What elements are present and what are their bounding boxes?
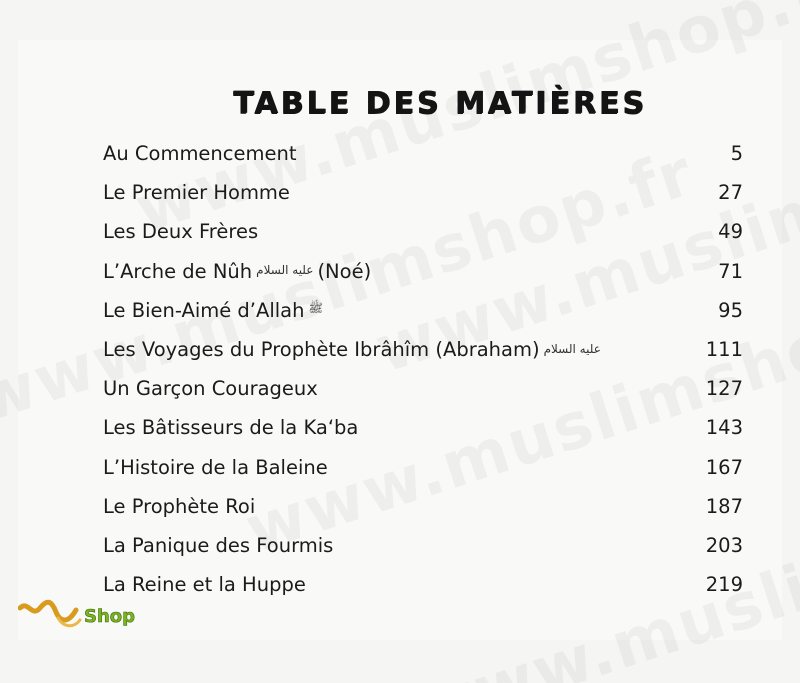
toc-entry-label-group (103, 299, 327, 322)
toc-entry-page: 203 (705, 533, 743, 557)
toc-entry-page: 95 (718, 298, 743, 322)
toc-entry (103, 408, 743, 447)
honorific-glyph: عليه السلام (543, 341, 601, 356)
toc-entry-page: 5 (730, 142, 743, 166)
toc-entry-label: Le Prophète Roi (103, 494, 256, 518)
toc-entry-page: 143 (705, 416, 743, 440)
toc-entry (103, 369, 743, 408)
table-of-contents (103, 134, 743, 604)
toc-entry-label: Au Commencement (103, 142, 297, 166)
toc-entry-label-suffix: (Noé) (317, 259, 372, 283)
toc-entry (103, 448, 743, 487)
toc-entry-page: 49 (718, 220, 743, 244)
logo-text: Shop (84, 606, 136, 627)
toc-entry (103, 487, 743, 526)
toc-entry-label-group (103, 260, 371, 283)
toc-entry-page: 187 (705, 494, 743, 518)
toc-entry (103, 134, 743, 173)
toc-entry-label: La Panique des Fourmis (103, 533, 334, 557)
toc-entry (103, 526, 743, 565)
toc-entry-page: 27 (718, 181, 743, 205)
honorific-glyph: عليه السلام (256, 263, 314, 278)
toc-entry-label-group (103, 338, 605, 361)
toc-entry-page: 71 (718, 259, 743, 283)
logo-swoosh-icon (18, 598, 88, 634)
toc-entry (103, 173, 743, 212)
toc-entry (103, 212, 743, 251)
toc-entry-page: 127 (705, 377, 743, 401)
toc-entry-label: Un Garçon Courageux (103, 377, 318, 401)
toc-entry (103, 291, 743, 330)
toc-entry-label: L’Histoire de la Baleine (103, 455, 328, 479)
honorific-glyph: ﷺ (308, 300, 323, 315)
toc-entry (103, 565, 743, 604)
toc-entry-label: Le Premier Homme (103, 181, 290, 205)
toc-entry-label: La Reine et la Huppe (103, 573, 306, 597)
toc-entry-label: Le Bien-Aimé d’Allah (103, 298, 305, 322)
toc-entry-label: L’Arche de Nûh (103, 259, 253, 283)
toc-entry-label: Les Voyages du Prophète Ibrâhîm (Abraham) (103, 338, 540, 362)
toc-entry-label: Les Bâtisseurs de la Ka‘ba (103, 416, 359, 440)
toc-entry-page: 219 (705, 573, 743, 597)
toc-entry (103, 252, 743, 291)
toc-entry-page: 167 (705, 455, 743, 479)
muslimshop-logo (18, 598, 148, 638)
toc-entry-page: 111 (705, 338, 743, 362)
page-title: TABLE DES MATIÈRES (233, 86, 647, 121)
toc-entry (103, 330, 743, 369)
toc-entry-label: Les Deux Frères (103, 220, 259, 244)
